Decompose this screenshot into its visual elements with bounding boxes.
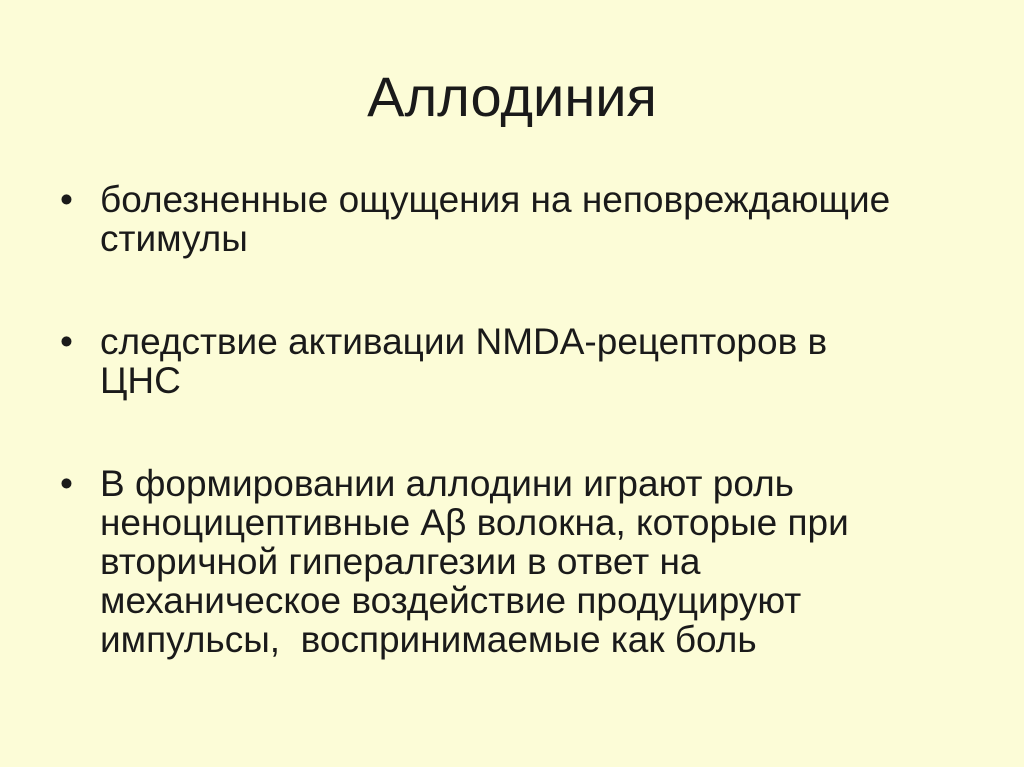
bullet-1-line-2: стимулы <box>100 218 248 259</box>
bullet-1-line-1: болезненные ощущения на неповреждающие <box>100 179 891 220</box>
slide-title: Аллодиния <box>367 65 657 128</box>
bullet-item-2 <box>58 322 978 400</box>
bullet-3-line-1: В формировании аллодини играют роль <box>100 463 794 504</box>
bullet-3-line-3: вторичной гипералгезии в ответ на <box>100 541 701 582</box>
bullet-list <box>58 180 978 659</box>
bullet-2-line-1: следствие активации NMDA-рецепторов в <box>100 321 828 362</box>
bullet-3-line-4: механическое воздействие продуцируют <box>100 580 802 621</box>
bullet-marker: • <box>60 321 73 362</box>
bullet-3-line-5: импульсы, воспринимаемые как боль <box>100 619 757 660</box>
bullet-marker: • <box>60 179 73 220</box>
bullet-marker: • <box>60 463 73 504</box>
bullet-3-line-2: неноцицептивные Aβ волокна, которые при <box>100 502 849 543</box>
bullet-item-1 <box>58 180 978 258</box>
bullet-2-line-2: ЦНС <box>100 360 181 401</box>
bullet-item-3 <box>58 464 978 659</box>
